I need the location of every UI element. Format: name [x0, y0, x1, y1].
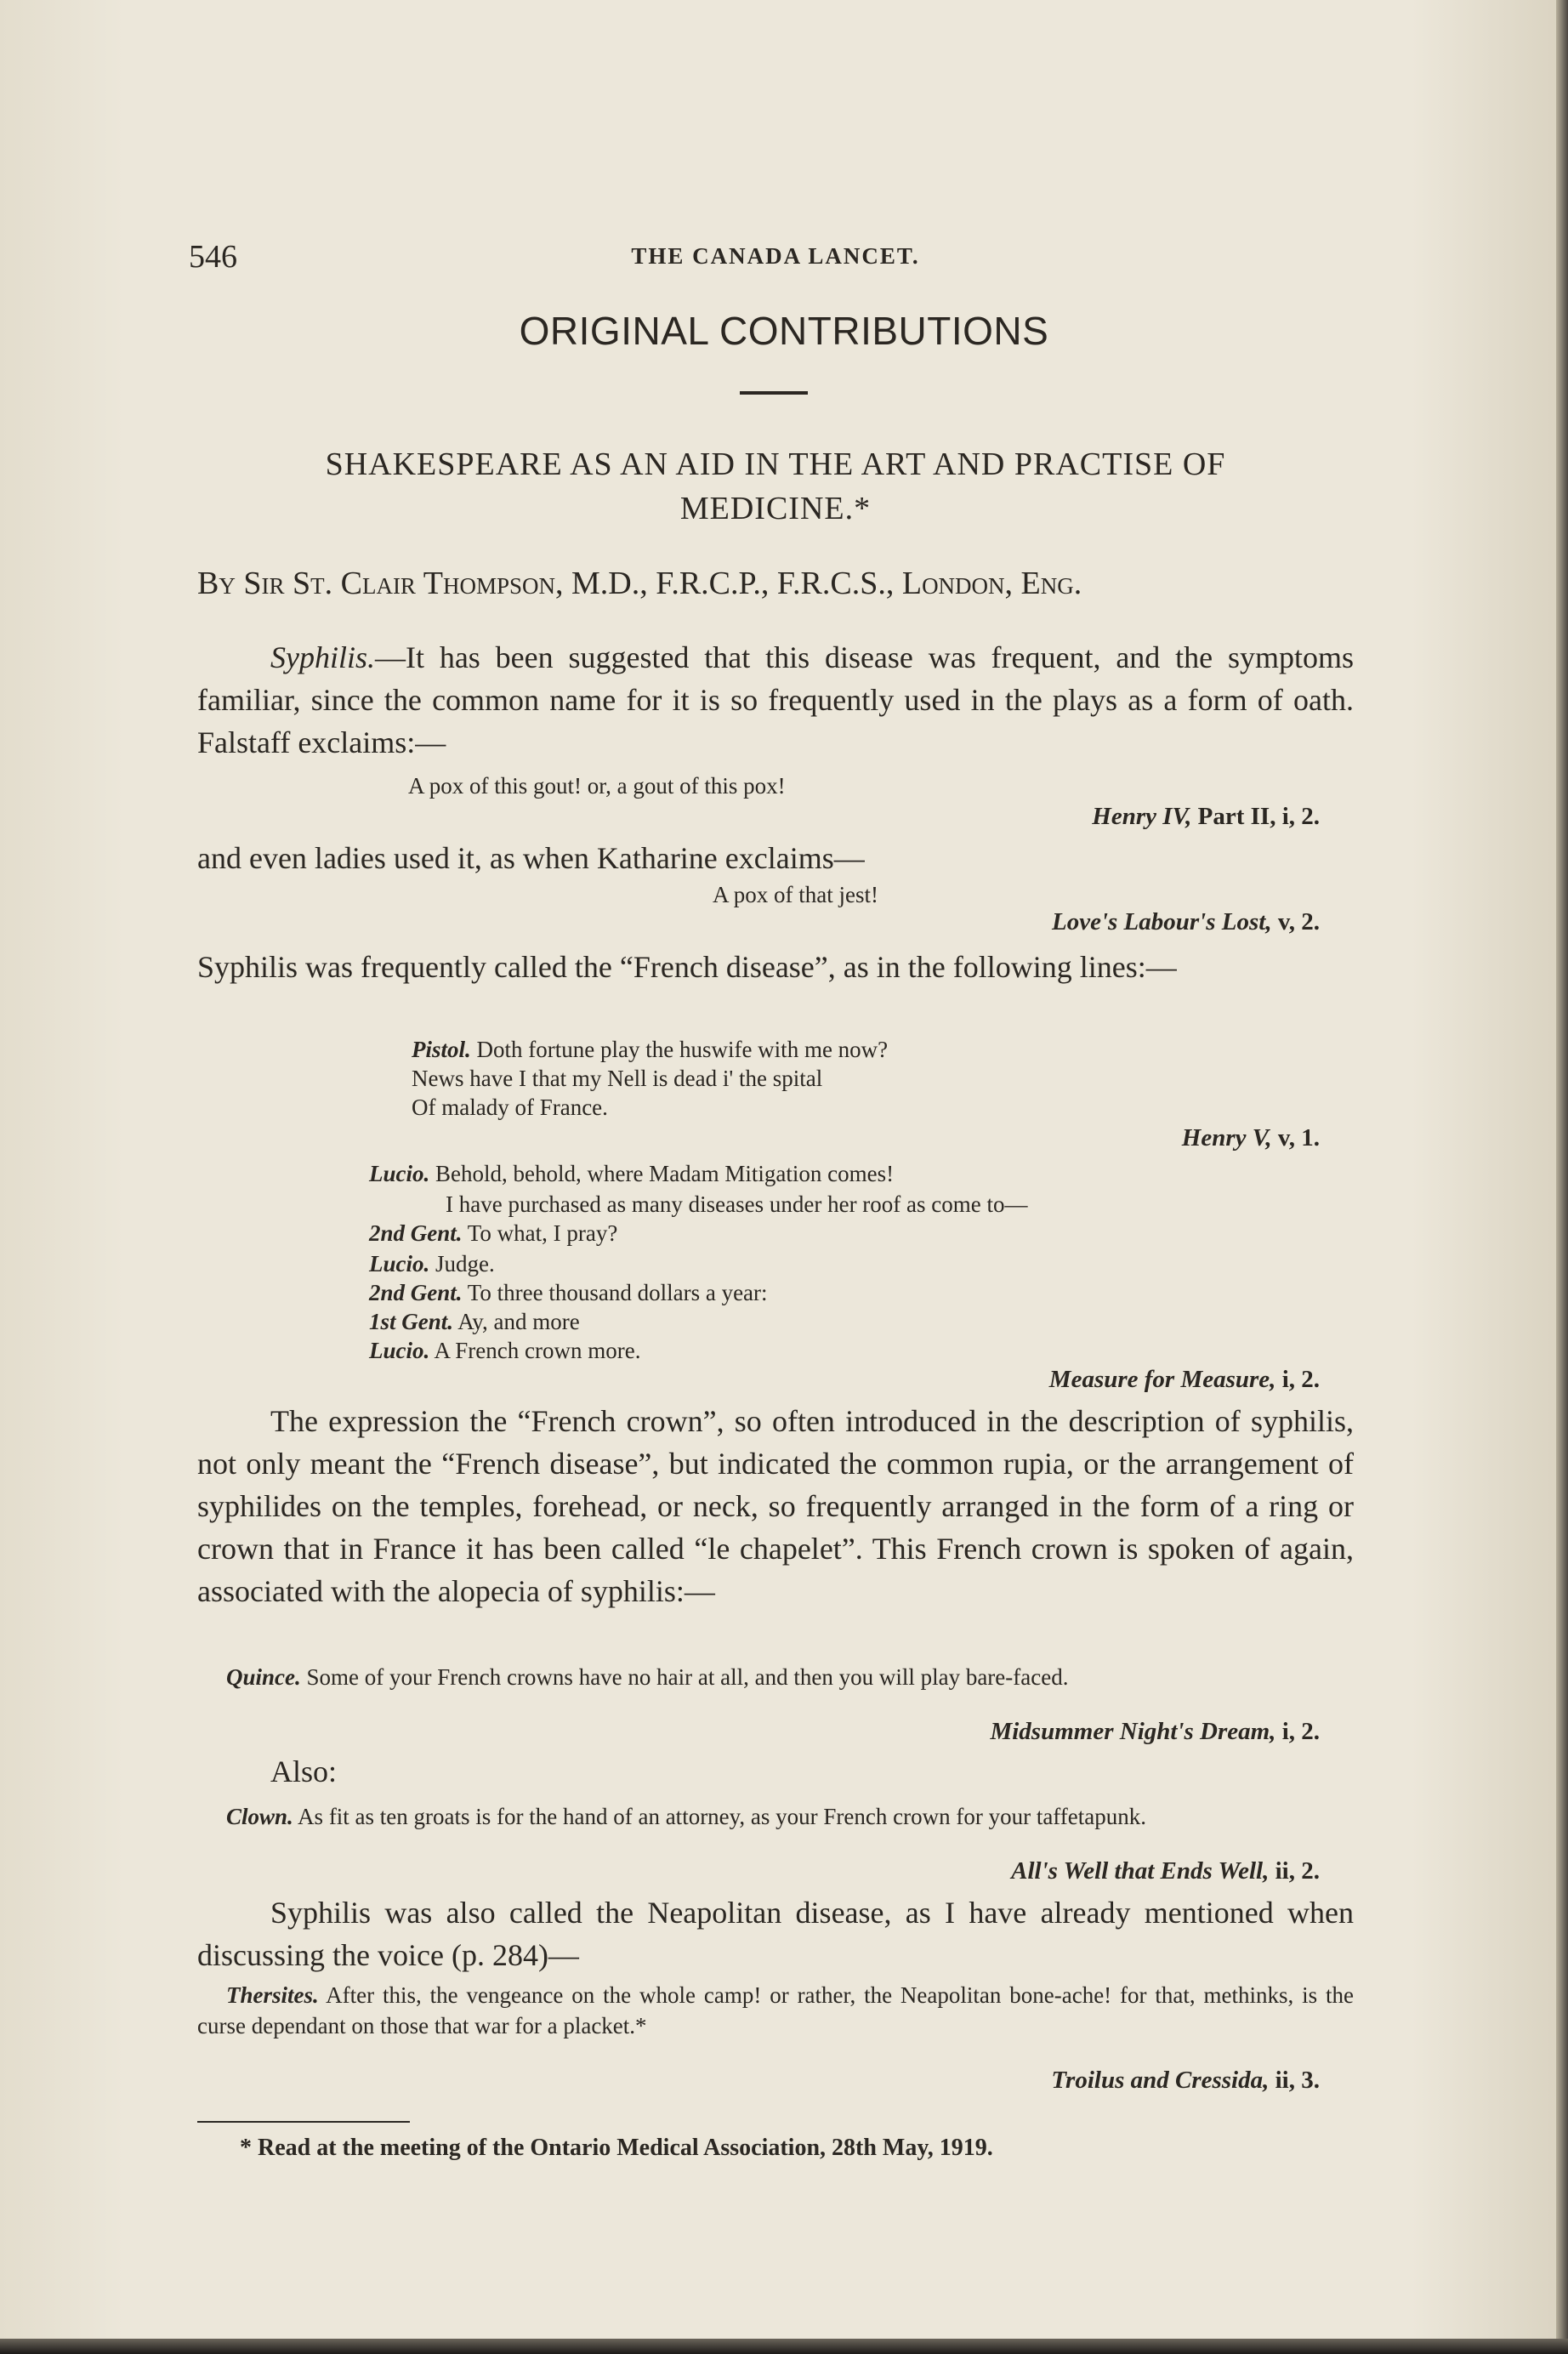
paragraph-3: Syphilis was frequently called the “French disease”, as in the following lines:— — [197, 950, 1177, 984]
quote-3-line-1: Pistol. Doth fortune play the huswife with me now? — [412, 1037, 889, 1062]
paragraph-5: Also: — [270, 1754, 338, 1788]
paragraph-4: The expression the “French crown”, so often introduced in the description of syphilis, not only meant the “French disease”, but indicated the common rupia, or the arrangement of syphilides on the temples, forehead, or neck, so frequently arranged in the form of a ring or crown that in France it has been called “le chapelet”. This French crown is spoken of again, associated with the alopecia of syphilis:— — [197, 1404, 1354, 1608]
quote-4-line-6: 1st Gent. Ay, and more — [369, 1309, 580, 1334]
quote-3-line-2: News have I that my Nell is dead i' the spital — [412, 1066, 823, 1091]
quote-6: Clown. As fit as ten groats is for the hand of an attorney, as your French crown for your taffetapunk. — [226, 1804, 1147, 1829]
citation-4: Measure for Measure, i, 2. — [1048, 1366, 1320, 1393]
paragraph-lead-term: Syphilis. — [270, 640, 375, 674]
heading-rule — [740, 391, 808, 395]
paragraph-2: and even ladies used it, as when Katharine exclaims— — [197, 841, 865, 875]
quote-2: A pox of that jest! — [713, 882, 878, 907]
footnote: * Read at the meeting of the Ontario Medical Association, 28th May, 1919. — [240, 2135, 993, 2161]
quote-3-line-3: Of malady of France. — [412, 1095, 608, 1120]
citation-5: Midsummer Night's Dream, i, 2. — [990, 1718, 1320, 1745]
citation-7: Troilus and Cressida, ii, 3. — [1051, 2067, 1320, 2094]
citation-3: Henry V, v, 1. — [1181, 1124, 1320, 1151]
author-byline: By Sir St. Clair Thompson, M.D., F.R.C.P., F.R.C.S., London, Eng. — [197, 566, 1082, 601]
article-title-line1: SHAKESPEARE AS AN AID IN THE ART AND PRACTISE OF — [325, 446, 1226, 482]
citation-2: Love's Labour's Lost, v, 2. — [1052, 908, 1320, 935]
quote-5: Quince. Some of your French crowns have no hair at all, and then you will play bare-faced. — [226, 1664, 1069, 1690]
article-title — [189, 442, 1362, 531]
citation-6: All's Well that Ends Well, ii, 2. — [1011, 1857, 1320, 1885]
quote-4-line-4: Lucio. Judge. — [369, 1251, 495, 1277]
journal-title: THE CANADA LANCET. — [631, 243, 920, 269]
citation-1: Henry IV, Part II, i, 2. — [1092, 803, 1320, 830]
quote-4-line-1: Lucio. Behold, behold, where Madam Mitigation comes! — [369, 1161, 895, 1186]
section-heading: ORIGINAL CONTRIBUTIONS — [519, 309, 1049, 353]
page-bottom-shadow — [0, 2339, 1568, 2354]
article-title-line2: MEDICINE.* — [679, 491, 872, 526]
page-number: 546 — [189, 239, 237, 275]
quote-4-line-2: I have purchased as many diseases under her roof as come to— — [446, 1191, 1028, 1217]
footnote-rule — [197, 2121, 410, 2123]
paragraph-1: Syphilis.—It has been suggested that this disease was frequent, and the symptoms familiar, since the common name for it is so frequently used in the plays as a form of oath. Falstaff exclaims:— — [197, 640, 1354, 759]
quote-4-line-7: Lucio. A French crown more. — [369, 1338, 641, 1363]
running-header — [189, 238, 1362, 281]
quote-1: A pox of this gout! or, a gout of this pox! — [408, 773, 786, 799]
quote-7: Thersites. After this, the vengeance on the whole camp! or rather, the Neapolitan bone-ache! for that, methinks, is the curse dependant on those that war for a placket.* — [197, 1982, 1354, 2038]
quote-4-line-5: 2nd Gent. To three thousand dollars a year: — [369, 1280, 768, 1305]
quote-4-line-3: 2nd Gent. To what, I pray? — [369, 1220, 618, 1246]
paragraph-6: Syphilis was also called the Neapolitan disease, as I have already mentioned when discussing the voice (p. 284)— — [197, 1896, 1354, 1972]
